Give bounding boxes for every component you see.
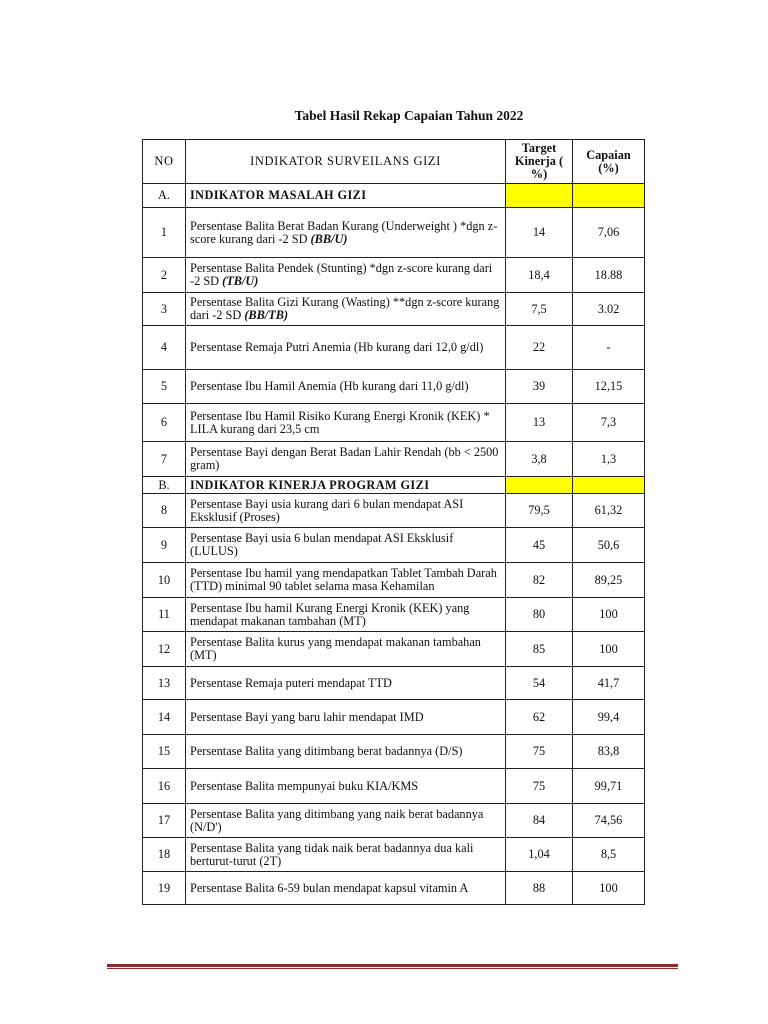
indicator-text: Persentase Balita yang ditimbang yang naik berat badannya (N/D')	[190, 806, 484, 834]
table-row	[143, 293, 645, 326]
section-b-label: INDIKATOR KINERJA PROGRAM GIZI	[186, 477, 506, 494]
row-number: 3	[143, 293, 186, 326]
row-number: 9	[143, 528, 186, 563]
indicator-text: Persentase Bayi dengan Berat Badan Lahir Rendah (bb < 2500 gram)	[190, 445, 499, 472]
indicator-cell	[186, 804, 506, 838]
indicator-code: (BB/TB)	[244, 308, 289, 322]
indicator-cell	[186, 598, 506, 632]
section-b-capaian-cell	[573, 477, 645, 494]
capaian-value: -	[573, 326, 645, 370]
table-row	[143, 667, 645, 700]
section-b-code: B.	[143, 477, 186, 494]
indicator-cell	[186, 632, 506, 667]
indicator-code: (BB/U)	[310, 231, 348, 246]
table-row	[143, 872, 645, 905]
table-row	[143, 442, 645, 477]
capaian-value: 18.88	[573, 258, 645, 293]
indicator-text: Persentase Bayi usia kurang dari 6 bulan mendapat ASI Eksklusif (Proses)	[190, 496, 464, 524]
table-row	[143, 258, 645, 293]
row-number: 5	[143, 370, 186, 404]
indicator-text: Persentase Balita mempunyai buku KIA/KMS	[190, 778, 419, 793]
target-value: 39	[506, 370, 573, 404]
row-number: 19	[143, 872, 186, 905]
header-indikator: INDIKATOR SURVEILANS GIZI	[186, 140, 506, 184]
header-row	[143, 140, 645, 184]
section-a-capaian-cell	[573, 184, 645, 208]
section-a-target-cell	[506, 184, 573, 208]
table-row	[143, 598, 645, 632]
indicator-cell	[186, 293, 506, 326]
indicator-text: Persentase Balita kurus yang mendapat makanan tambahan (MT)	[190, 635, 481, 662]
capaian-value: 12,15	[573, 370, 645, 404]
row-number: 17	[143, 804, 186, 838]
target-value: 7,5	[506, 293, 573, 326]
table-row	[143, 404, 645, 442]
indicator-cell	[186, 208, 506, 258]
target-value: 14	[506, 208, 573, 258]
row-number: 12	[143, 632, 186, 667]
capaian-value: 89,25	[573, 563, 645, 598]
capaian-value: 100	[573, 632, 645, 667]
row-number: 15	[143, 735, 186, 769]
indicator-cell	[186, 563, 506, 598]
target-value: 80	[506, 598, 573, 632]
table-row	[143, 563, 645, 598]
indicator-text: Persentase Balita yang tidak naik berat badannya dua kali berturut-turut (2T)	[190, 840, 474, 868]
header-target: Target Kinerja ( %)	[506, 140, 573, 184]
indicator-cell	[186, 735, 506, 769]
footer-rule-thick	[107, 964, 678, 967]
row-number: 7	[143, 442, 186, 477]
indicator-text: Persentase Bayi usia 6 bulan mendapat ASI Eksklusif (LULUS)	[190, 531, 454, 558]
capaian-value: 1,3	[573, 442, 645, 477]
capaian-value: 50,6	[573, 528, 645, 563]
capaian-value: 3.02	[573, 293, 645, 326]
table-row	[143, 370, 645, 404]
table-row	[143, 735, 645, 769]
indicator-cell	[186, 326, 506, 370]
section-a-label: INDIKATOR MASALAH GIZI	[186, 184, 506, 208]
section-a-rows	[143, 208, 645, 477]
indicator-text: Persentase Balita yang ditimbang berat badannya (D/S)	[190, 744, 463, 758]
row-number: 8	[143, 494, 186, 528]
header-capaian: Capaian (%)	[573, 140, 645, 184]
capaian-value: 61,32	[573, 494, 645, 528]
recap-table	[142, 139, 645, 905]
target-value: 75	[506, 769, 573, 804]
table-row	[143, 804, 645, 838]
indicator-text: Persentase Balita 6-59 bulan mendapat kapsul vitamin A	[190, 880, 469, 895]
capaian-value: 7,06	[573, 208, 645, 258]
indicator-cell	[186, 872, 506, 905]
table-row	[143, 700, 645, 735]
target-value: 85	[506, 632, 573, 667]
row-number: 10	[143, 563, 186, 598]
indicator-text: Persentase Balita Berat Badan Kurang (Underweight ) *dgn z-score kurang dari -2 SD	[190, 218, 498, 246]
indicator-cell	[186, 404, 506, 442]
capaian-value: 100	[573, 872, 645, 905]
row-number: 18	[143, 838, 186, 872]
footer-rule-thin	[107, 968, 678, 969]
row-number: 13	[143, 667, 186, 700]
indicator-text: Persentase Balita Pendek (Stunting) *dgn z-score kurang dari -2 SD	[190, 261, 493, 288]
capaian-value: 99,4	[573, 700, 645, 735]
indicator-text: Persentase Balita Gizi Kurang (Wasting) **dgn z-score kurang dari -2 SD	[190, 295, 500, 322]
capaian-value: 83,8	[573, 735, 645, 769]
indicator-text: Persentase Ibu Hamil Risiko Kurang Energi Kronik (KEK) * LILA kurang dari 23,5 cm	[190, 408, 490, 436]
indicator-text: Persentase Ibu hamil Kurang Energi Kronik (KEK) yang mendapat makanan tambahan (MT)	[190, 600, 470, 628]
capaian-value: 7,3	[573, 404, 645, 442]
indicator-code: (TB/U)	[222, 274, 259, 288]
section-b-rows	[143, 494, 645, 905]
row-number: 6	[143, 404, 186, 442]
target-value: 3,8	[506, 442, 573, 477]
target-value: 22	[506, 326, 573, 370]
target-value: 88	[506, 872, 573, 905]
target-value: 1,04	[506, 838, 573, 872]
capaian-value: 74,56	[573, 804, 645, 838]
target-value: 75	[506, 735, 573, 769]
row-number: 14	[143, 700, 186, 735]
indicator-text: Persentase Remaja Putri Anemia (Hb kurang dari 12,0 g/dl)	[190, 340, 484, 354]
indicator-cell	[186, 700, 506, 735]
section-a-row	[143, 184, 645, 208]
section-a-code: A.	[143, 184, 186, 208]
target-value: 54	[506, 667, 573, 700]
table-row	[143, 632, 645, 667]
indicator-cell	[186, 769, 506, 804]
target-value: 84	[506, 804, 573, 838]
target-value: 13	[506, 404, 573, 442]
indicator-text: Persentase Remaja puteri mendapat TTD	[190, 675, 392, 690]
indicator-cell	[186, 838, 506, 872]
table-row	[143, 208, 645, 258]
indicator-text: Persentase Bayi yang baru lahir mendapat IMD	[190, 709, 424, 724]
row-number: 2	[143, 258, 186, 293]
table-row	[143, 326, 645, 370]
row-number: 16	[143, 769, 186, 804]
table-row	[143, 838, 645, 872]
target-value: 18,4	[506, 258, 573, 293]
capaian-value: 8,5	[573, 838, 645, 872]
target-value: 45	[506, 528, 573, 563]
target-value: 82	[506, 563, 573, 598]
section-b-row	[143, 477, 645, 494]
header-no: NO	[143, 140, 186, 184]
target-value: 62	[506, 700, 573, 735]
indicator-cell	[186, 258, 506, 293]
indicator-cell	[186, 494, 506, 528]
table-row	[143, 494, 645, 528]
indicator-cell	[186, 667, 506, 700]
indicator-cell	[186, 442, 506, 477]
section-b-target-cell	[506, 477, 573, 494]
row-number: 4	[143, 326, 186, 370]
indicator-text: Persentase Ibu Hamil Anemia (Hb kurang dari 11,0 g/dl)	[190, 379, 469, 393]
row-number: 11	[143, 598, 186, 632]
target-value: 79,5	[506, 494, 573, 528]
indicator-cell	[186, 370, 506, 404]
table-row	[143, 769, 645, 804]
capaian-value: 100	[573, 598, 645, 632]
capaian-value: 99,71	[573, 769, 645, 804]
table-title: Tabel Hasil Rekap Capaian Tahun 2022	[294, 108, 524, 123]
indicator-cell	[186, 528, 506, 563]
indicator-text: Persentase Ibu hamil yang mendapatkan Tablet Tambah Darah (TTD) minimal 90 tablet selama masa Kehamilan	[190, 566, 497, 593]
row-number: 1	[143, 208, 186, 258]
capaian-value: 41,7	[573, 667, 645, 700]
table-row	[143, 528, 645, 563]
